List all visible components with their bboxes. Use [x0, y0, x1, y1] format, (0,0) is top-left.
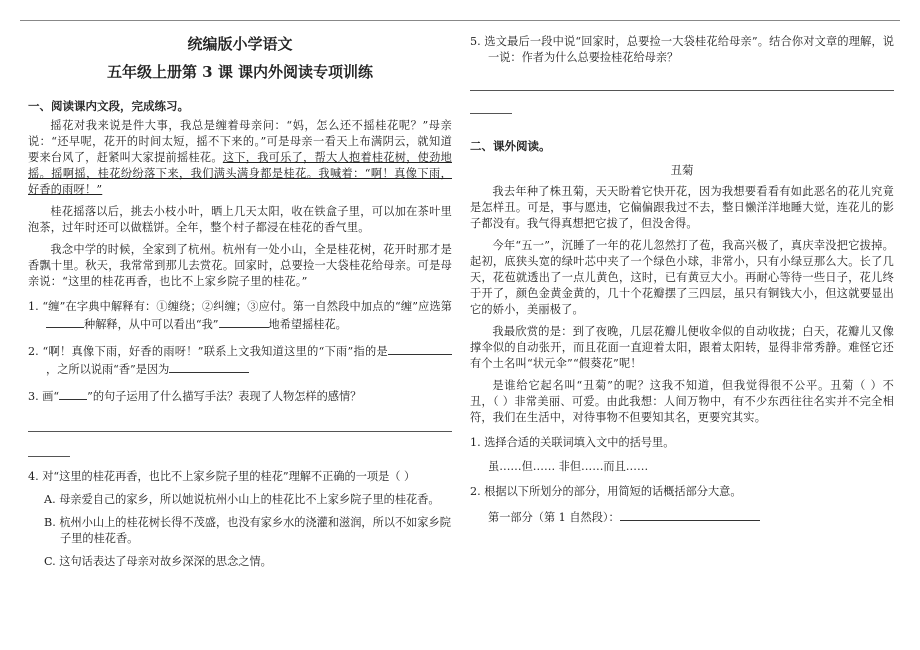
- story-paragraph-1: 我去年种了株丑菊，天天盼着它快开花，因为我想要看看有如此恶名的花儿究竟是怎样丑。可是，事与愿违，它偏偏跟我过不去，整日懒洋洋地睡大觉，连花儿的影子都没有。我气得真想把它拔了，但没舍得。: [470, 185, 894, 230]
- passage-paragraph-1: 摇花对我来说是件大事，我总是缠着母亲问：“妈，怎么还不摇桂花呢？”母亲说：“还早呢，花开的时间太短，摇不下来的。”可是母亲一看天上布满阴云，就知道要来台风了，赶紧叫大家提前摇桂花。这下，我可乐了，帮大人抱着桂花树，使劲地摇。摇啊摇，桂花纷纷落下来，我们满头满身都是桂花。我喊着：“啊！真像下雨，好香的雨呀！”: [28, 119, 452, 196]
- story-paragraph-2: 今年“五一”，沉睡了一年的花儿忽然打了苞，我高兴极了，真庆幸没把它拔掉。起初，底狭头宽的绿叶芯中夹了一个绿色小球，非常小，只有小绿豆那么大。长了几天，花苞就透出了一点儿黄色，这时，已有黄豆大小。再耐心等待一些日子，花儿终于开了，颜色金黄金黄的，几十个花瓣摆了三四层，虽只有铜钱大小，但这就要显出它的娇小，美丽极了。: [470, 239, 894, 316]
- q3-mark: [59, 387, 87, 400]
- question-2: 2. “啊！真像下雨，好香的雨呀！”联系上文我知道这里的“下雨”指的是，之所以说雨“香”是因为: [28, 342, 452, 378]
- doc-title: 统编版小学语文: [187, 35, 293, 53]
- story-question-2: 2. 根据以下所划分的部分，用简短的话概括部分大意。: [470, 485, 742, 498]
- section1-heading: 一、阅读课内文段，完成练习。: [28, 99, 189, 113]
- q2-blank-1[interactable]: [388, 342, 452, 355]
- question-5: 5. 选文最后一段中说“回家时，总要捡一大袋桂花给母亲”。结合你对文章的理解，说一说：作者为什么总要捡桂花给母亲？: [470, 35, 894, 64]
- question-1: 1. “缠”在字典中解释有：①缠绕；②纠缠；③应付。第一自然段中加点的“缠”应选第种解释，从中可以看出“我” 地希望摇桂花。: [28, 300, 452, 331]
- underlined-sentence: 这下，我可乐了，帮大人抱着桂花树，使劲地摇。摇啊摇，桂花纷纷落下来，我们满头满身都是桂花。我喊着：“啊！真像下雨，好香的雨呀！”: [28, 151, 452, 196]
- q4-option-c[interactable]: C. 这句话表达了母亲对故乡深深的思念之情。: [44, 555, 272, 568]
- doc-subtitle: 五年级上册第 3 课 课内外阅读专项训练: [106, 63, 374, 81]
- q5-answer-line-short[interactable]: [470, 103, 512, 114]
- story-paragraph-4: 是谁给它起名叫“丑菊”的呢？这我不知道，但我觉得很不公平。丑菊（ ）不丑，（ ）非常美丽、可爱。由此我想：人间万物中，有不少东西往往名实并不完全相符，我们在生活中，对待事物不但要知其名，更要究其实。: [470, 379, 894, 424]
- q1-blank-2[interactable]: [219, 315, 269, 328]
- part1-summary: 第一部分（第 1 自然段）：: [488, 508, 894, 526]
- story-paragraph-3: 我最欣赏的是：到了夜晚，几层花瓣儿便收伞似的自动收拢；白天，花瓣儿又像撑伞似的自动张开，而且花面一直迎着太阳，跟着太阳转，显得非常秀静。难怪它还有个土名叫“状元伞”“假葵花”呢！: [470, 325, 894, 370]
- left-column: [28, 28, 452, 570]
- section2-heading: 二、课外阅读。: [470, 139, 551, 153]
- q4-option-b[interactable]: B. 杭州小山上的桂花树长得不茂盛，也没有家乡水的浇灌和滋润，所以不如家乡院子里的桂花香。: [44, 516, 451, 545]
- passage-paragraph-3: 我念中学的时候，全家到了杭州。杭州有一处小山，全是桂花树，花开时那才是香飘十里。秋天，我常常到那儿去赏花。回家时，总要捡一大袋桂花给母亲。可是母亲说：“这里的桂花再香，也比不上家乡院子里的桂花。”: [28, 243, 452, 288]
- q2-blank-2[interactable]: [169, 360, 249, 373]
- q4-option-a[interactable]: A. 母亲爱自己的家乡，所以她说杭州小山上的桂花比不上家乡院子里的桂花香。: [44, 493, 440, 506]
- q5-answer-line[interactable]: [470, 80, 894, 91]
- question-4: 4. 对“这里的桂花再香，也比不上家乡院子里的桂花”理解不正确的一项是（ ）: [28, 470, 416, 483]
- right-column: [470, 28, 894, 526]
- story-title: 丑菊: [670, 163, 694, 177]
- passage-paragraph-2: 桂花摇落以后，挑去小枝小叶，晒上几天太阳，收在铁盒子里，可以加在茶叶里泡茶，过年时还可以做糕饼。全年，整个村子都浸在桂花的香气里。: [28, 205, 452, 234]
- q3-answer-line-short[interactable]: [28, 446, 70, 457]
- connector-options: 虽……但…… 非但……而且……: [488, 460, 649, 473]
- question-3: 3. 画“ ”的句子运用了什么描写手法？表现了人物怎样的感情？: [28, 387, 452, 405]
- q1-blank-1[interactable]: [46, 315, 84, 328]
- q3-answer-line[interactable]: [28, 421, 452, 432]
- top-rule: [20, 20, 900, 21]
- part1-blank[interactable]: [620, 508, 760, 521]
- story-question-1: 1. 选择合适的关联词填入文中的括号里。: [470, 436, 675, 449]
